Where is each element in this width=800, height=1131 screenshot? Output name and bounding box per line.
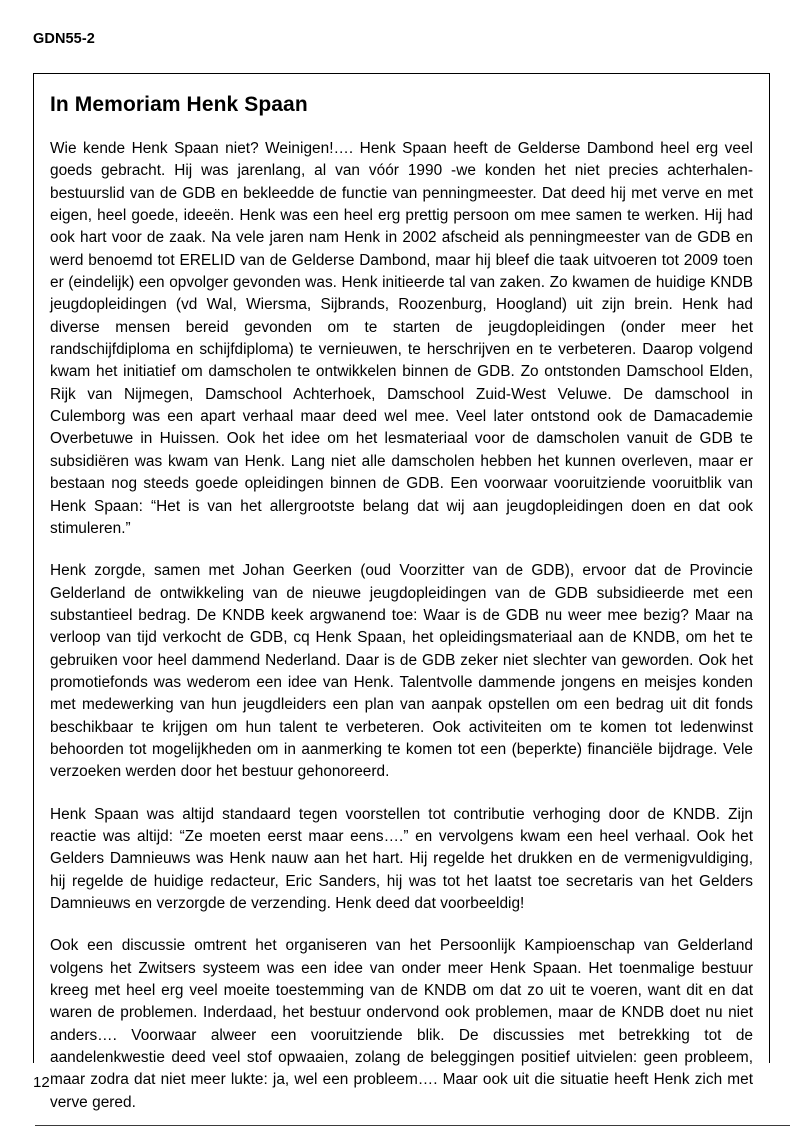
page-number: 12 — [33, 1074, 50, 1091]
article-paragraph: Wie kende Henk Spaan niet? Weinigen!…. Henk Spaan heeft de Gelderse Dambond heel erg veel goeds gebracht. Hij was jarenlang, al van vóór 1990 -we konden het niet precies achterhalen- bestuurslid van de GDB en bekleedde de functie van penningmeester. Dat deed hij met verve en met eigen, heel goede, ideeën. Henk was een heel erg prettig persoon om mee samen te werken. Hij had ook hart voor de zaak. Na vele jaren nam Henk in 2002 afscheid als penningmeester van de GDB en werd benoemd tot ERELID van de Gelderse Dambond, maar hij bleef die taak uitvoeren tot 2009 toen er (eindelijk) een opvolger gevonden was. Henk initieerde tal van zaken. Zo kwamen de huidige KNDB jeugdopleidingen (vd Wal, Wiersma, Sijbrands, Roozenburg, Hoogland) uit zijn brein. Henk had diverse mensen bereid gevonden om te starten de jeugdopleidingen (onder meer het randschijfdiploma en schijfdiploma) te vernieuwen, te herschrijven en te verbeteren. Daarop volgend kwam het initiatief om damscholen te ontwikkelen binnen de GDB. Zo ontstonden Damschool Elden, Rijk van Nijmegen, Damschool Achterhoek, Damschool Zuid-West Veluwe. De damschool in Culemborg was een apart verhaal maar deed wel mee. Veel later ontstond ook de Damacademie Overbetuwe in Huissen. Ook het idee om het lesmateriaal voor de damscholen vanuit de GDB te subsidiëren was kwam van Henk. Lang niet alle damscholen hebben het kunnen overleven, maar er bestaan nog steeds goede opleidingen binnen de GDB. Een voorwaar vooruitziende vooruitblik van Henk Spaan: “Het is van het allergrootste belang dat wij aan jeugdopleidingen doen en dat ook stimuleren.” — [50, 140, 753, 537]
article-paragraph: Ook een discussie omtrent het organiseren van het Persoonlijk Kampioenschap van Gelderland volgens het Zwitsers systeem was een idee van onder meer Henk Spaan. Het toenmalige bestuur kreeg met heel erg veel moeite toestemming van de KNDB om dat zo uit te voeren, want dit en dat waren de problemen. Inderdaad, het bestuur ondervond ook problemen, maar de KNDB doet nu niet anders…. Voorwaar alweer een vooruitziende blik. De discussies met betrekking tot de aandelenkwestie deed veel stof opwaaien, zolang de beleggingen positief uitvielen: geen probleem, maar zodra dat niet meer lukte: ja, wel een probleem…. Maar ook uit die situatie heeft Henk zich met verve gered. — [50, 937, 753, 1111]
article-paragraph: Henk zorgde, samen met Johan Geerken (oud Voorzitter van de GDB), ervoor dat de Provincie Gelderland de ontwikkeling van de nieuwe jeugdopleidingen van de GDB subsidieerde met een substantieel bedrag. De KNDB keek argwanend toe: Waar is de GDB nu weer mee bezig? Maar na verloop van tijd verkocht de GDB, cq Henk Spaan, het opleidingsmateriaal aan de KNDB, om het te gebruiken voor heel dammend Nederland. Daar is de GDB zeker niet slechter van geworden. Ook het promotiefonds was wederom een idee van Henk. Talentvolle dammende jongens en meisjes konden met medewerking van hun jeugdleiders een plan van aanpak opstellen om een bedrag uit dit fonds beschikbaar te krijgen om hun talent te verbeteren. Ook activiteiten om te komen tot ledenwinst behoorden tot mogelijkheden om in aanmerking te komen tot een (beperkte) financiële bijdrage. Vele verzoeken werden door het bestuur gehonoreerd. — [50, 562, 753, 781]
article-title: In Memoriam Henk Spaan — [50, 93, 308, 116]
article-paragraph: Henk Spaan was altijd standaard tegen voorstellen tot contributie verhoging door de KNDB. Zijn reactie was altijd: “Ze moeten eerst maar eens….” en vervolgens kwam een heel verhaal. Ook het Gelders Damnieuws was Henk nauw aan het hart. Hij regelde het drukken en de vermenigvuldiging, hij regelde de huidige redacteur, Eric Sanders, hij was tot het laatst toe secretaris van het Gelders Damnieuws en verzorgde de verzending. Henk deed dat voorbeeldig! — [50, 805, 753, 912]
footer-divider — [35, 1125, 790, 1126]
running-head: GDN55-2 — [33, 31, 95, 47]
